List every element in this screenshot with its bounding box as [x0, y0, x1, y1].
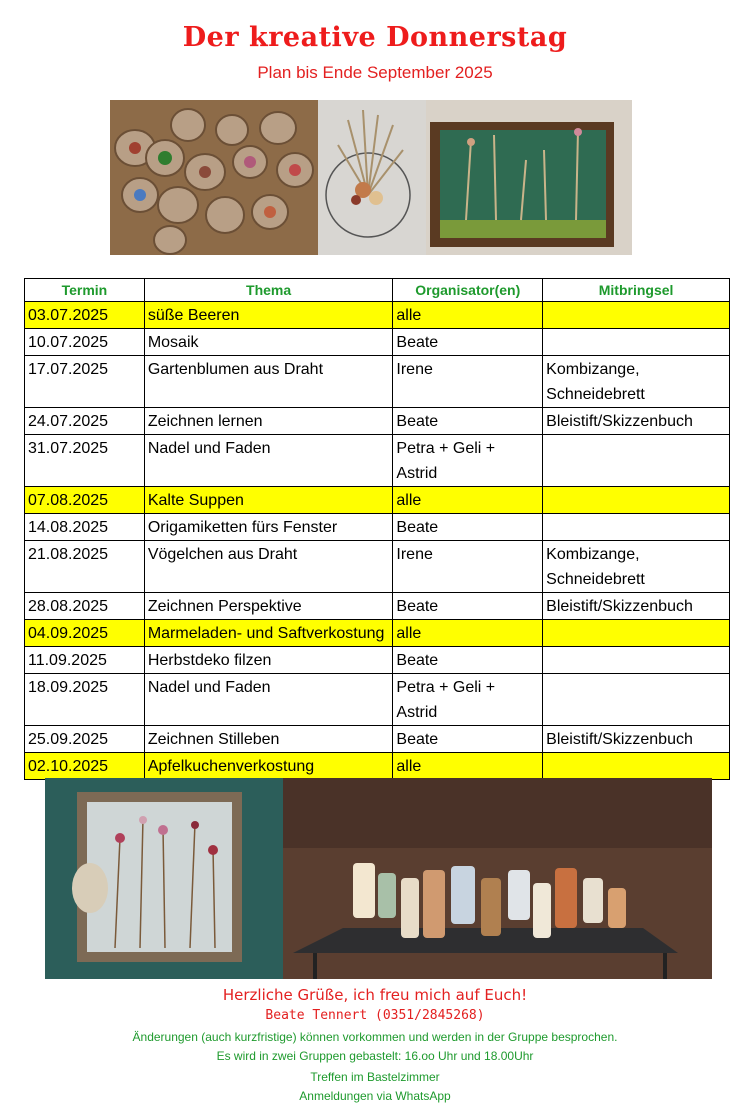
cell-topic: Marmeladen- und Saftverkostung — [144, 620, 393, 647]
cell-bring — [543, 487, 730, 514]
footer-meeting-place: Treffen im Bastelzimmer — [310, 1070, 440, 1084]
cell-bring — [543, 647, 730, 674]
table-row — [25, 435, 730, 487]
cell-organizer: Beate — [393, 726, 543, 753]
table-row — [25, 674, 730, 726]
cell-bring — [543, 674, 730, 726]
cell-organizer: Irene — [393, 541, 543, 593]
cell-date: 02.10.2025 — [25, 753, 145, 780]
table-row — [25, 514, 730, 541]
photo-framed-plants — [426, 100, 632, 255]
cell-date: 28.08.2025 — [25, 593, 145, 620]
cell-organizer: alle — [393, 620, 543, 647]
table-row — [25, 620, 730, 647]
footer-signup: Anmeldungen via WhatsApp — [299, 1089, 451, 1103]
cell-organizer: Petra + Geli + Astrid — [393, 435, 543, 487]
table-row — [25, 647, 730, 674]
cell-topic: Nadel und Faden — [144, 435, 393, 487]
cell-organizer: Beate — [393, 329, 543, 356]
cell-bring: Bleistift/Skizzenbuch — [543, 726, 730, 753]
header-mitbringsel: Mitbringsel — [543, 279, 730, 302]
cell-date: 25.09.2025 — [25, 726, 145, 753]
cell-topic: Nadel und Faden — [144, 674, 393, 726]
cell-topic: Gartenblumen aus Draht — [144, 356, 393, 408]
photo-framed-dried-flowers — [45, 778, 283, 979]
footer-groups-note: Es wird in zwei Gruppen gebastelt: 16.oo Uhr und 18.00Uhr — [216, 1049, 534, 1063]
table-header-row — [25, 279, 730, 302]
cell-topic: Zeichnen lernen — [144, 408, 393, 435]
cell-bring — [543, 514, 730, 541]
page-title: Der kreative Donnerstag — [182, 22, 568, 53]
photo-wood-slices — [110, 100, 318, 255]
cell-organizer: alle — [393, 487, 543, 514]
cell-bring — [543, 620, 730, 647]
table-row — [25, 541, 730, 593]
top-photo-strip — [110, 100, 632, 255]
cell-date: 07.08.2025 — [25, 487, 145, 514]
page-subtitle: Plan bis Ende September 2025 — [257, 63, 493, 82]
cell-bring — [543, 435, 730, 487]
cell-bring: Kombizange, Schneidebrett — [543, 541, 730, 593]
header-organisator: Organisator(en) — [393, 279, 543, 302]
cell-organizer: Beate — [393, 514, 543, 541]
cell-organizer: alle — [393, 753, 543, 780]
cell-organizer: Beate — [393, 647, 543, 674]
table-row — [25, 408, 730, 435]
table-row — [25, 593, 730, 620]
cell-date: 18.09.2025 — [25, 674, 145, 726]
footer-greeting: Herzliche Grüße, ich freu mich auf Euch! — [222, 986, 528, 1004]
cell-bring — [543, 753, 730, 780]
footer-changes-note: Änderungen (auch kurzfristige) können vorkommen und werden in der Gruppe besprochen. — [132, 1030, 618, 1044]
table-row — [25, 487, 730, 514]
cell-topic: Zeichnen Stilleben — [144, 726, 393, 753]
footer-contact: Beate Tennert (0351/2845268) — [265, 1008, 485, 1023]
cell-bring — [543, 329, 730, 356]
cell-date: 03.07.2025 — [25, 302, 145, 329]
cell-date: 11.09.2025 — [25, 647, 145, 674]
cell-organizer: alle — [393, 302, 543, 329]
cell-bring: Kombizange, Schneidebrett — [543, 356, 730, 408]
cell-topic: Vögelchen aus Draht — [144, 541, 393, 593]
cell-date: 14.08.2025 — [25, 514, 145, 541]
cell-bring: Bleistift/Skizzenbuch — [543, 593, 730, 620]
cell-bring: Bleistift/Skizzenbuch — [543, 408, 730, 435]
photo-dried-flower-wreath — [318, 100, 426, 255]
cell-topic: Kalte Suppen — [144, 487, 393, 514]
cell-topic: Herbstdeko filzen — [144, 647, 393, 674]
cell-organizer: Beate — [393, 408, 543, 435]
cell-topic: süße Beeren — [144, 302, 393, 329]
table-row — [25, 753, 730, 780]
cell-topic: Origamiketten fürs Fenster — [144, 514, 393, 541]
cell-date: 17.07.2025 — [25, 356, 145, 408]
cell-organizer: Beate — [393, 593, 543, 620]
photo-lanterns — [283, 778, 712, 979]
table-row — [25, 356, 730, 408]
cell-date: 24.07.2025 — [25, 408, 145, 435]
header-thema: Thema — [144, 279, 393, 302]
cell-organizer: Petra + Geli + Astrid — [393, 674, 543, 726]
cell-topic: Mosaik — [144, 329, 393, 356]
cell-topic: Zeichnen Perspektive — [144, 593, 393, 620]
cell-date: 31.07.2025 — [25, 435, 145, 487]
schedule-table — [24, 278, 730, 780]
cell-topic: Apfelkuchenverkostung — [144, 753, 393, 780]
table-row — [25, 302, 730, 329]
header-termin: Termin — [25, 279, 145, 302]
bottom-photo-strip — [45, 778, 712, 979]
cell-date: 10.07.2025 — [25, 329, 145, 356]
cell-date: 04.09.2025 — [25, 620, 145, 647]
table-row — [25, 726, 730, 753]
cell-organizer: Irene — [393, 356, 543, 408]
cell-date: 21.08.2025 — [25, 541, 145, 593]
cell-bring — [543, 302, 730, 329]
table-row — [25, 329, 730, 356]
